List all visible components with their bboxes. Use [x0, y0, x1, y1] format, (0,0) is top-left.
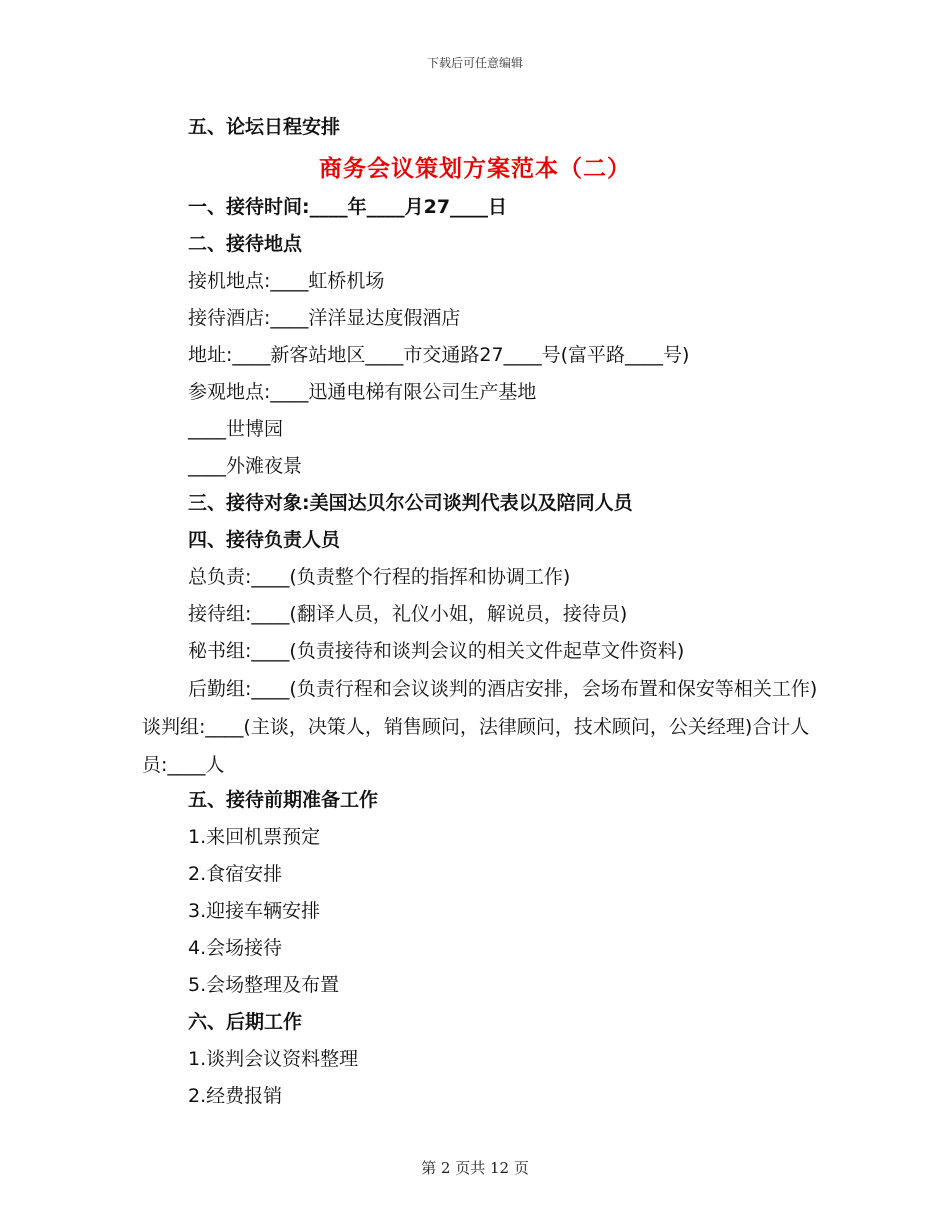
list-item-expenses: 2.经费报销 [188, 1085, 283, 1107]
text-line-general-lead: 总负责:____(负责整个行程的指挥和协调工作) [188, 566, 571, 588]
text-line-reception-group: 接待组:____(翻译人员，礼仪小姐，解说员，接待员) [188, 603, 628, 625]
list-item-venue-reception: 4.会场接待 [188, 937, 283, 959]
paragraph-logistics-group: 后勤组:____(负责行程和会议谈判的酒店安排，会场布置和保安等相关工作)谈判组:____(主谈，决策人，销售顾问，法律顾问，技术顾问，公关经理)合计人员:____人 [142, 678, 818, 776]
text-line-hotel: 接待酒店:____洋洋显达度假酒店 [188, 307, 461, 329]
text-line-address: 地址:____新客站地区____市交通路27____号(富平路____号) [188, 344, 690, 366]
section-heading-preparation: 五、接待前期准备工作 [188, 789, 379, 811]
section-heading-staff: 四、接待负责人员 [188, 529, 341, 551]
list-item-tickets: 1.来回机票预定 [188, 826, 321, 848]
section-heading-followup: 六、后期工作 [188, 1011, 303, 1033]
list-item-venue-setup: 5.会场整理及布置 [188, 974, 340, 996]
text-line-secretary-group: 秘书组:____(负责接待和谈判会议的相关文件起草文件资料) [188, 640, 685, 662]
page-footer: 第 2 页共 12 页 [421, 1159, 529, 1177]
text-line-pickup-place: 接机地点:____虹桥机场 [188, 270, 385, 292]
text-line-visit-place: 参观地点:____迅通电梯有限公司生产基地 [188, 381, 537, 403]
list-item-vehicles: 3.迎接车辆安排 [188, 900, 321, 922]
text-line-expo-park: ____世博园 [188, 418, 284, 440]
list-item-materials: 1.谈判会议资料整理 [188, 1048, 359, 1070]
section-heading-reception-target: 三、接待对象:美国达贝尔公司谈判代表以及陪同人员 [188, 492, 633, 514]
list-item-lodging: 2.食宿安排 [188, 863, 283, 885]
section-heading-reception-time: 一、接待时间:____年____月27____日 [188, 196, 508, 218]
text-line-bund-night: ____外滩夜景 [188, 455, 303, 477]
page-header: 下载后可任意编辑 [426, 56, 523, 70]
document-title: 商务会议策划方案范本（二） [319, 156, 631, 182]
section-heading-forum-schedule: 五、论坛日程安排 [188, 116, 341, 138]
section-heading-reception-place: 二、接待地点 [188, 233, 303, 255]
